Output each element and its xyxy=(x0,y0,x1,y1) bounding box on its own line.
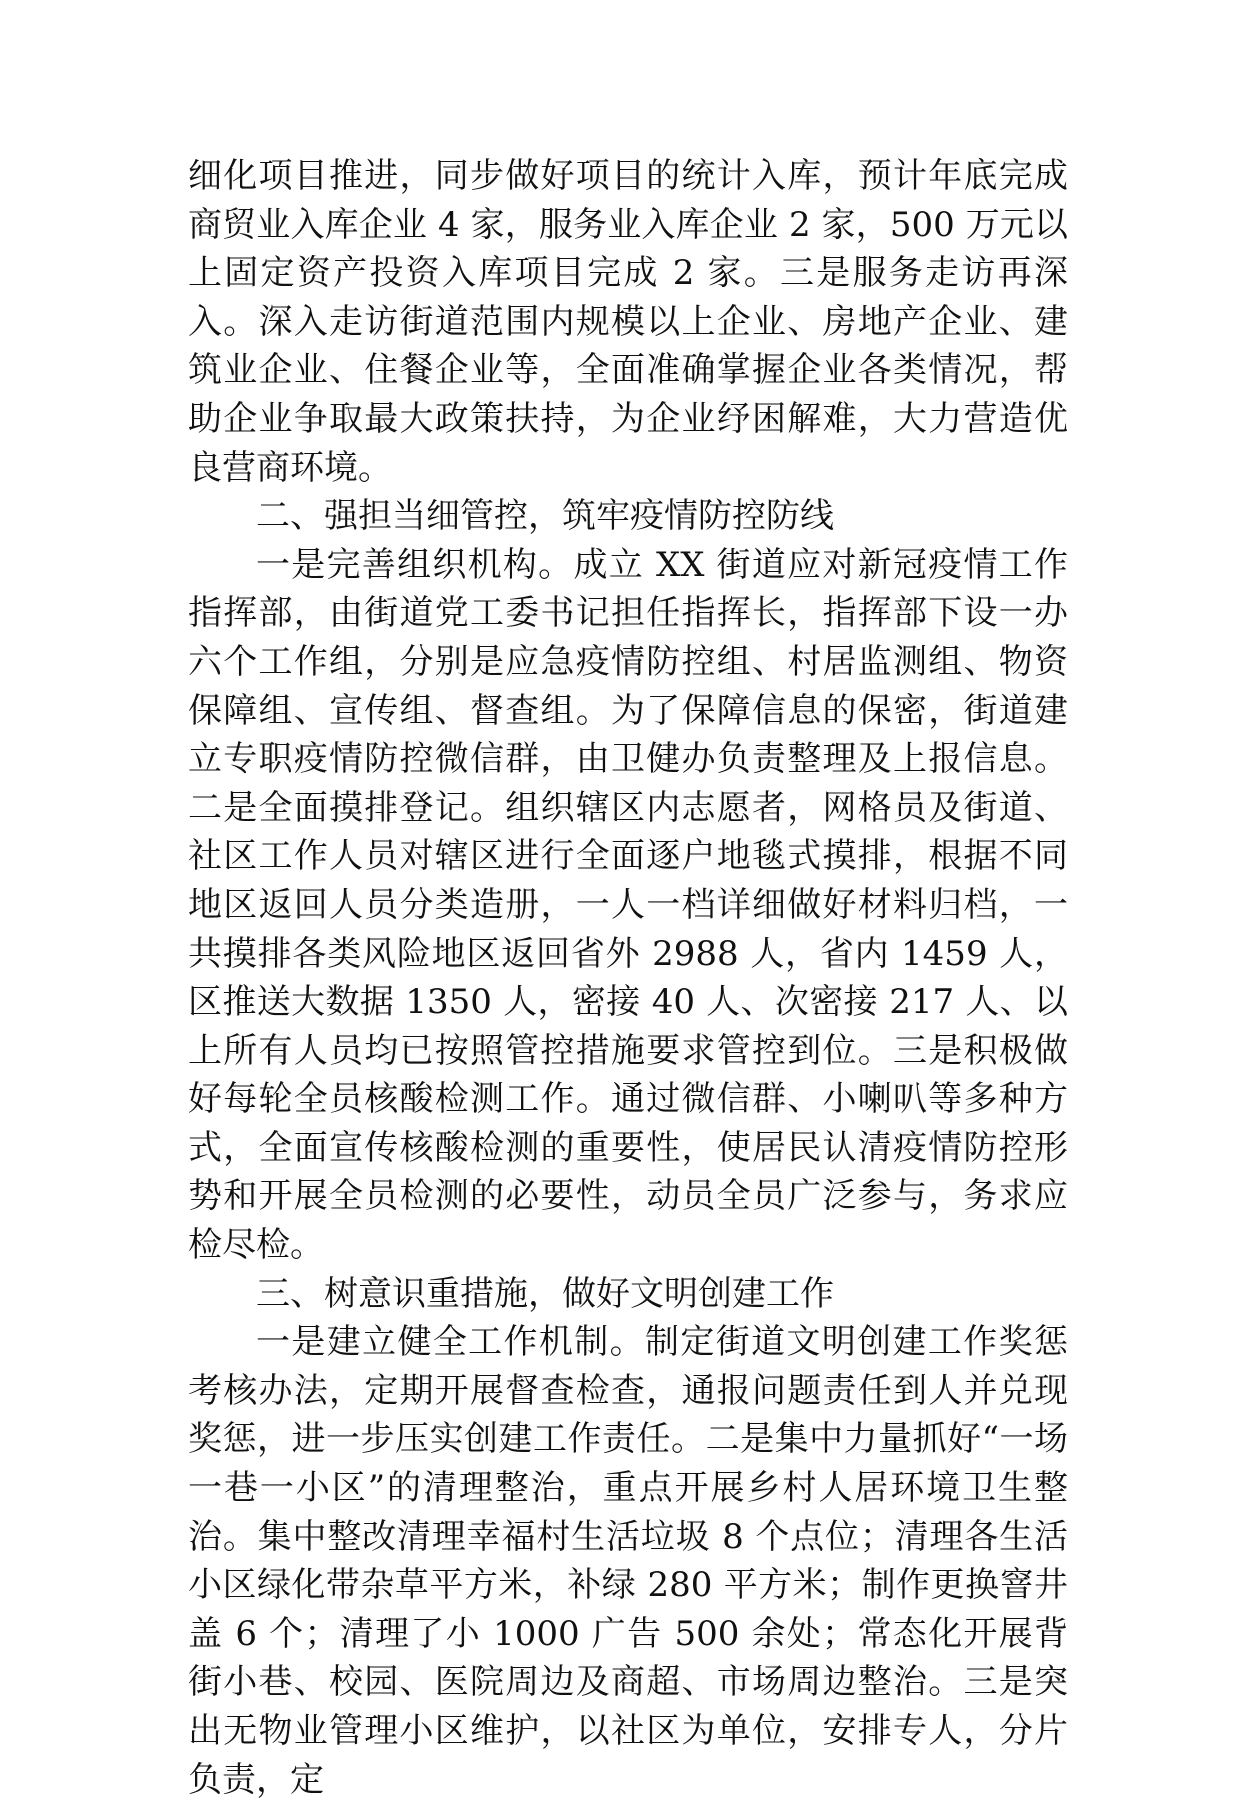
paragraph-civilization-building: 一是建立健全工作机制。制定街道文明创建工作奖惩考核办法，定期开展督查检查，通报问题责任到人并兑现奖惩，进一步压实创建工作责任。二是集中力量抓好“一场一巷一小区”的清理整治，重点开展乡村人居环境卫生整治。集中整改清理幸福村生活垃圾 8 个点位；清理各生活小区绿化带杂草平方米，补绿 280 平方米；制作更换窨井盖 6 个；清理了小 1000 广告 500 余处；常态化开展背街小巷、校园、医院周边及商超、市场周边整治。三是突出无物业管理小区维护，以社区为单位，安排专人，分片负责，定 xyxy=(188,1322,1068,1800)
section-heading-epidemic-control: 二、强担当细管控，筑牢疫情防控防线 xyxy=(256,496,834,537)
paragraph-epidemic-control: 一是完善组织机构。成立 XX 街道应对新冠疫情工作指挥部，由街道党工委书记担任指挥长，指挥部下设一办六个工作组，分别是应急疫情防控组、村居监测组、物资保障组、宣传组、督查组。为了保障信息的保密，街道建立专职疫情防控微信群，由卫健办负责整理及上报信息。二是全面摸排登记。组织辖区内志愿者，网格员及街道、社区工作人员对辖区进行全面逐户地毯式摸排，根据不同地区返回人员分类造册，一人一档详细做好材料归档，一共摸排各类风险地区返回省外 2988 人，省内 1459 人，区推送大数据 1350 人，密接 40 人、次密接 217 人、以上所有人员均已按照管控措施要求管控到位。三是积极做好每轮全员核酸检测工作。通过微信群、小喇叭等多种方式，全面宣传核酸检测的重要性，使居民认清疫情防控形势和开展全员检测的必要性，动员全员广泛参与，务求应检尽检。 xyxy=(188,544,1068,1266)
paragraph-business-services: 细化项目推进，同步做好项目的统计入库，预计年底完成商贸业入库企业 4 家，服务业入库企业 2 家，500 万元以上固定资产投资入库项目完成 2 家。三是服务走访再深入。深入走访街道范围内规模以上企业、房地产企业、建筑业企业、住餐企业等，全面准确掌握企业各类情况，帮助企业争取最大政策扶持，为企业纾困解难，大力营造优良营商环境。 xyxy=(188,156,1068,488)
document-body xyxy=(188,152,1068,1804)
section-heading-civilization-building: 三、树意识重措施，做好文明创建工作 xyxy=(256,1273,834,1314)
